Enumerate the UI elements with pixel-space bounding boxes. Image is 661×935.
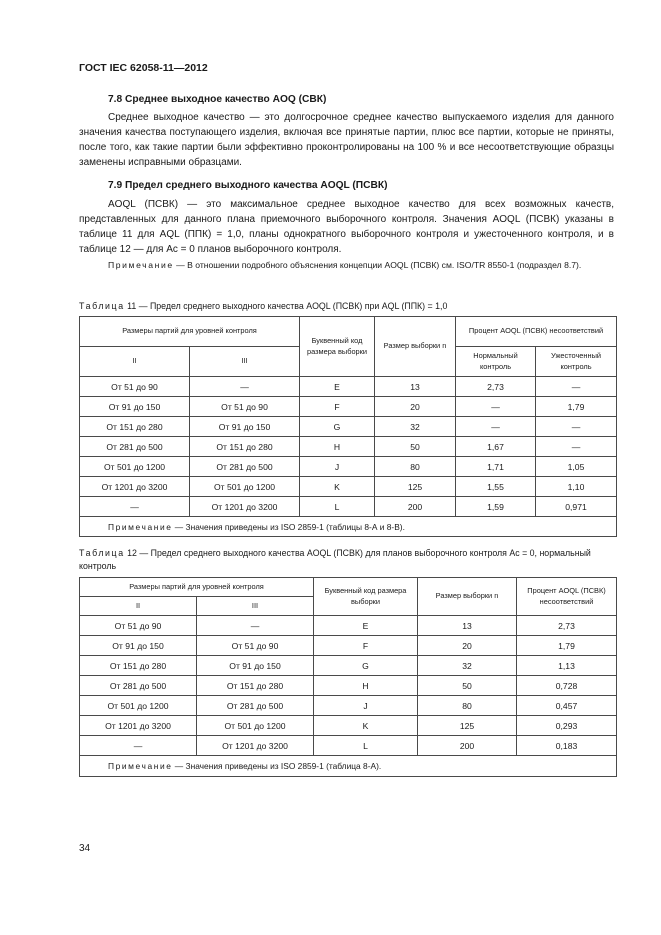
table-cell: 125 [418,716,517,736]
section-7-9-note [79,259,614,272]
table-cell: E [314,616,418,636]
table-cell: L [300,497,375,517]
table-cell: K [314,716,418,736]
table-cell: J [300,457,375,477]
section-7-8-title: 7.8 Среднее выходное качество AOQ (СВК) [108,94,327,105]
document-header: ГОСТ IEC 62058-11—2012 [79,62,208,74]
table-cell: 0,728 [517,676,617,696]
table-cell: От 151 до 280 [197,676,314,696]
table-row [80,736,617,756]
table-row [80,676,617,696]
table-cell: От 91 до 150 [80,636,197,656]
table-cell: E [300,377,375,397]
t12-header-level-2: II [80,597,197,616]
table-cell: — [536,377,617,397]
table-11-caption [79,300,616,313]
table-11-note [80,517,617,537]
table-cell: 1,05 [536,457,617,477]
t12-header-sample-size: Размер выборки n [418,578,517,616]
table-cell: — [536,417,617,437]
table-row [80,377,617,397]
table-cell: От 281 до 500 [197,696,314,716]
table-cell: J [314,696,418,716]
table-11-note-label: Примечание [108,521,173,532]
table-cell: — [190,377,300,397]
table-cell: L [314,736,418,756]
table-cell: 32 [418,656,517,676]
table-cell: F [300,397,375,417]
table-cell: — [456,397,536,417]
table-12-note-text: — Значения приведены из ISO 2859-1 (таблица 8-А). [172,761,382,771]
table-12-note-label: Примечание [108,761,173,771]
t11-header-sample-size: Размер выборки n [375,317,456,377]
table-cell: 50 [418,676,517,696]
table-cell: От 281 до 500 [80,676,197,696]
table-row [80,497,617,517]
table-11-caption-text: 11 — Предел среднего выходного качества AOQL (ПСВК) при AQL (ППК) = 1,0 [124,301,448,311]
t11-header-level-3: III [190,347,300,377]
table-cell: 2,73 [456,377,536,397]
table-cell: 80 [418,696,517,716]
table-row [80,397,617,417]
table-cell: От 91 до 150 [80,397,190,417]
table-cell: От 51 до 90 [190,397,300,417]
table-cell: От 51 до 90 [197,636,314,656]
table-12-caption-text: 12 — Предел среднего выходного качества AOQL (ПСВК) для планов выборочного контроля Ac = 0, нормальный контроль [79,548,591,571]
table-cell: От 151 до 280 [190,437,300,457]
t11-header-percent: Процент AOQL (ПСВК) несоответствий [456,317,617,347]
table-12-caption-label: Таблица [79,548,125,558]
table-cell: От 51 до 90 [80,616,197,636]
table-row [80,696,617,716]
table-row [80,477,617,497]
table-cell: От 501 до 1200 [80,457,190,477]
table-cell: 1,67 [456,437,536,457]
table-12 [79,577,617,777]
table-cell: 50 [375,437,456,457]
t11-header-normal: Нормальный контроль [456,347,536,377]
table-cell: H [300,437,375,457]
table-cell: От 281 до 500 [190,457,300,477]
table-cell: 0,293 [517,716,617,736]
table-11 [79,316,617,537]
table-cell: 20 [418,636,517,656]
table-row [80,716,617,736]
table-cell: От 281 до 500 [80,437,190,457]
table-11-caption-label: Таблица [79,301,125,311]
table-cell: G [300,417,375,437]
table-cell: K [300,477,375,497]
table-cell: — [80,736,197,756]
table-cell: 2,73 [517,616,617,636]
table-row [80,457,617,477]
t11-header-level-2: II [80,347,190,377]
table-cell: От 51 до 90 [80,377,190,397]
section-7-9-paragraph: AOQL (ПСВК) — это максимальное среднее выходное качество для всех возможных качеств, представленных для данного плана приемочного выборочного контроля. Значения AOQL (ПСВК) указаны в таблице 11 для AQL (ППК) = 1,0, планы однократного выборочного контроля и ужесточенного контроля, и в таблице 12 — для Ac = 0 планов выборочного контроля. [79,199,614,255]
table-cell: 125 [375,477,456,497]
table-cell: 32 [375,417,456,437]
table-cell: — [536,437,617,457]
table-row [80,437,617,457]
table-cell: От 501 до 1200 [80,696,197,716]
table-cell: От 151 до 280 [80,417,190,437]
note-text: — В отношении подробного объяснения концепции AOQL (ПСВК) см. ISO/TR 8550-1 (подраздел 8.7). [173,260,582,270]
table-cell: От 91 до 150 [190,417,300,437]
table-cell: От 1201 до 3200 [80,716,197,736]
table-row [80,616,617,636]
table-cell: 13 [418,616,517,636]
table-cell: 1,71 [456,457,536,477]
table-cell: 0,183 [517,736,617,756]
table-cell: 0,457 [517,696,617,716]
page-number: 34 [79,843,91,854]
table-cell: От 501 до 1200 [190,477,300,497]
table-12-note [80,756,617,777]
table-cell: От 1201 до 3200 [197,736,314,756]
table-cell: 1,10 [536,477,617,497]
table-cell: 1,79 [536,397,617,417]
table-cell: G [314,656,418,676]
t12-header-code: Буквенный код размера выборки [314,578,418,616]
table-cell: 0,971 [536,497,617,517]
table-row [80,636,617,656]
section-7-9-title: 7.9 Предел среднего выходного качества AOQL (ПСВК) [108,180,388,191]
table-cell: 80 [375,457,456,477]
table-cell: От 151 до 280 [80,656,197,676]
table-cell: От 1201 до 3200 [80,477,190,497]
section-7-8-paragraph: Среднее выходное качество — это долгосрочное среднее качество выпускаемого изделия для данного значения качества поступающего изделия, включая все принятые партии, плюс все партии, которые не приняты, после того, как такие партии были эффективно проконтролированы на 100 % и все несоответствующие образцы заменены исправными образцами. [79,112,614,168]
table-cell: 1,79 [517,636,617,656]
table-cell: H [314,676,418,696]
table-cell: — [80,497,190,517]
table-cell: 1,55 [456,477,536,497]
table-cell: 1,59 [456,497,536,517]
table-cell: — [197,616,314,636]
table-cell: F [314,636,418,656]
t12-header-level-3: III [197,597,314,616]
table-cell: 200 [375,497,456,517]
table-row [80,417,617,437]
note-label: Примечание [108,260,174,270]
table-cell: 13 [375,377,456,397]
table-cell: От 501 до 1200 [197,716,314,736]
table-11-note-text: — Значения приведены из ISO 2859-1 (таблицы 8-А и 8-В). [172,521,405,532]
t11-header-lot-sizes: Размеры партий для уровней контроля [80,317,300,347]
table-row [80,656,617,676]
t11-header-code: Буквенный код размера выборки [300,317,375,377]
table-cell: От 1201 до 3200 [190,497,300,517]
table-12-caption [79,547,616,572]
table-cell: От 91 до 150 [197,656,314,676]
t12-header-lot-sizes: Размеры партий для уровней контроля [80,578,314,597]
table-cell: 1,13 [517,656,617,676]
table-cell: 20 [375,397,456,417]
t11-header-tightened: Ужесточенный контроль [536,347,617,377]
t12-header-percent: Процент AOQL (ПСВК) несоответствий [517,578,617,616]
table-cell: 200 [418,736,517,756]
table-cell: — [456,417,536,437]
